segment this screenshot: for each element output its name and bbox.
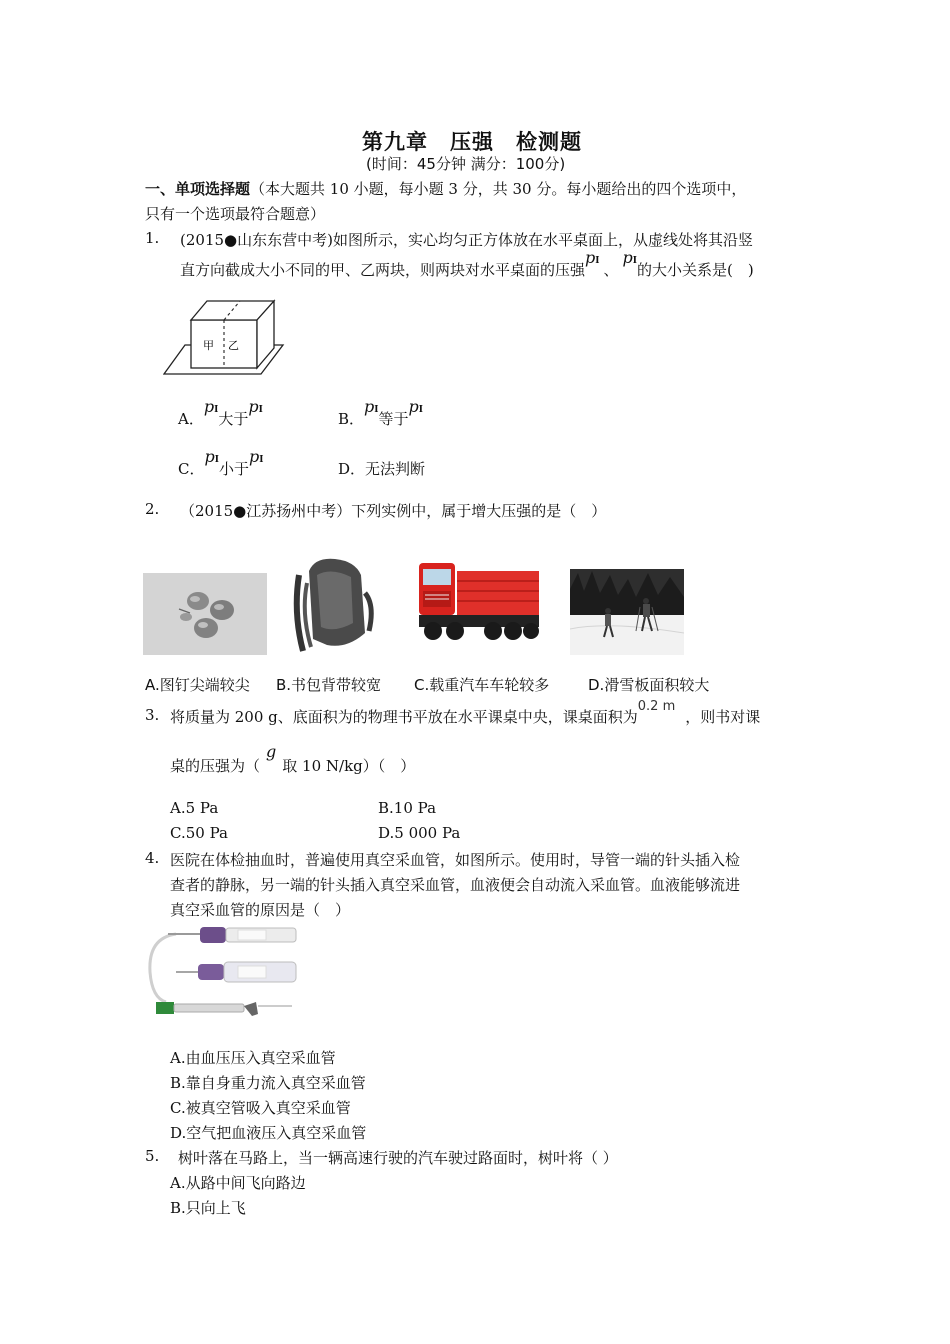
figure-label-yi: 乙	[228, 339, 239, 352]
q3-option-a[interactable]: A.5 Pa	[170, 799, 219, 817]
thumbtack-photo	[143, 573, 267, 655]
q4-option-d[interactable]: D.空气把血液压入真空采血管	[170, 1124, 367, 1142]
q5-text: 树叶落在马路上，当一辆高速行驶的汽车驶过路面时，树叶将（ ）	[178, 1149, 618, 1167]
page-subtitle: (时间：45分钟 满分：100分)	[366, 155, 566, 173]
q4-line1: 医院在体检抽血时，普遍使用真空采血管，如图所示。使用时，导管一端的针头插入检	[170, 851, 741, 869]
q2-option-b[interactable]: B.书包背带较宽	[276, 676, 382, 694]
g-symbol: g	[266, 742, 277, 761]
q1-number: 1.	[145, 229, 160, 247]
area-value: 0.2 m	[637, 699, 676, 714]
q1-line2: 直方向截成大小不同的甲、乙两块，则两块对水平桌面的压强pI 、pI的大小关系是( )	[180, 248, 754, 279]
blood-tube-figure	[146, 922, 302, 1022]
p1-symbol: pI	[585, 248, 600, 267]
q3-option-b[interactable]: B.10 Pa	[378, 799, 437, 817]
q3-line1: 将质量为 200 g、底面积为的物理书平放在水平课桌中央，课桌面积为0.2 m，则书对课	[170, 699, 761, 726]
q5-number: 5.	[145, 1147, 160, 1165]
q1-option-b[interactable]: B．pI等于pI	[338, 397, 423, 428]
skiing-photo	[570, 569, 684, 655]
section-heading	[145, 178, 746, 199]
section-desc-1: （本大题共 10 小题，每小题 3 分，共 30 分。每小题给出的四个选项中，	[250, 180, 747, 198]
q2-number: 2.	[145, 500, 160, 518]
backpack-photo	[287, 553, 377, 657]
q4-option-a[interactable]: A.由血压压入真空采血管	[170, 1049, 336, 1067]
cube-figure	[163, 298, 285, 378]
q4-line3: 真空采血管的原因是（ ）	[170, 901, 351, 919]
q4-option-c[interactable]: C.被真空管吸入真空采血管	[170, 1099, 351, 1117]
q4-number: 4.	[145, 849, 160, 867]
q2-text: （2015●江苏扬州中考）下列实例中，属于增大压强的是（ ）	[180, 502, 607, 520]
q5-option-a[interactable]: A.从路中间飞向路边	[170, 1174, 306, 1192]
p2-symbol: pI	[622, 248, 637, 267]
page-title: 第九章 压强 检测题	[362, 130, 582, 154]
q1-option-c[interactable]: C．pI小于pI	[178, 447, 264, 478]
q2-option-c[interactable]: C.载重汽车车轮较多	[414, 676, 550, 694]
q1-option-a[interactable]: A．pI大于pI	[178, 397, 263, 428]
figure-label-jia: 甲	[203, 339, 214, 352]
q3-option-c[interactable]: C.50 Pa	[170, 824, 228, 842]
q1-option-d[interactable]: D．无法判断	[338, 460, 426, 478]
q4-line2: 查者的静脉，另一端的针头插入真空采血管，血液便会自动流入采血管。血液能够流进	[170, 876, 741, 894]
section-label: 一、单项选择题	[145, 180, 251, 198]
q2-option-d[interactable]: D.滑雪板面积较大	[588, 676, 710, 694]
section-desc-2: 只有一个选项最符合题意）	[145, 205, 326, 223]
q2-option-a[interactable]: A.图钉尖端较尖	[145, 676, 250, 694]
q4-option-b[interactable]: B.靠自身重力流入真空采血管	[170, 1074, 366, 1092]
truck-photo	[415, 553, 543, 653]
q3-option-d[interactable]: D.5 000 Pa	[378, 824, 461, 842]
q3-number: 3.	[145, 706, 160, 724]
q1-line1: (2015●山东东营中考)如图所示，实心均匀正方体放在水平桌面上，从虚线处将其沿竖	[180, 231, 753, 249]
q3-line2: 桌的压强为（g取 10 N/kg）（ ）	[170, 742, 416, 775]
q5-option-b[interactable]: B.只向上飞	[170, 1199, 246, 1217]
